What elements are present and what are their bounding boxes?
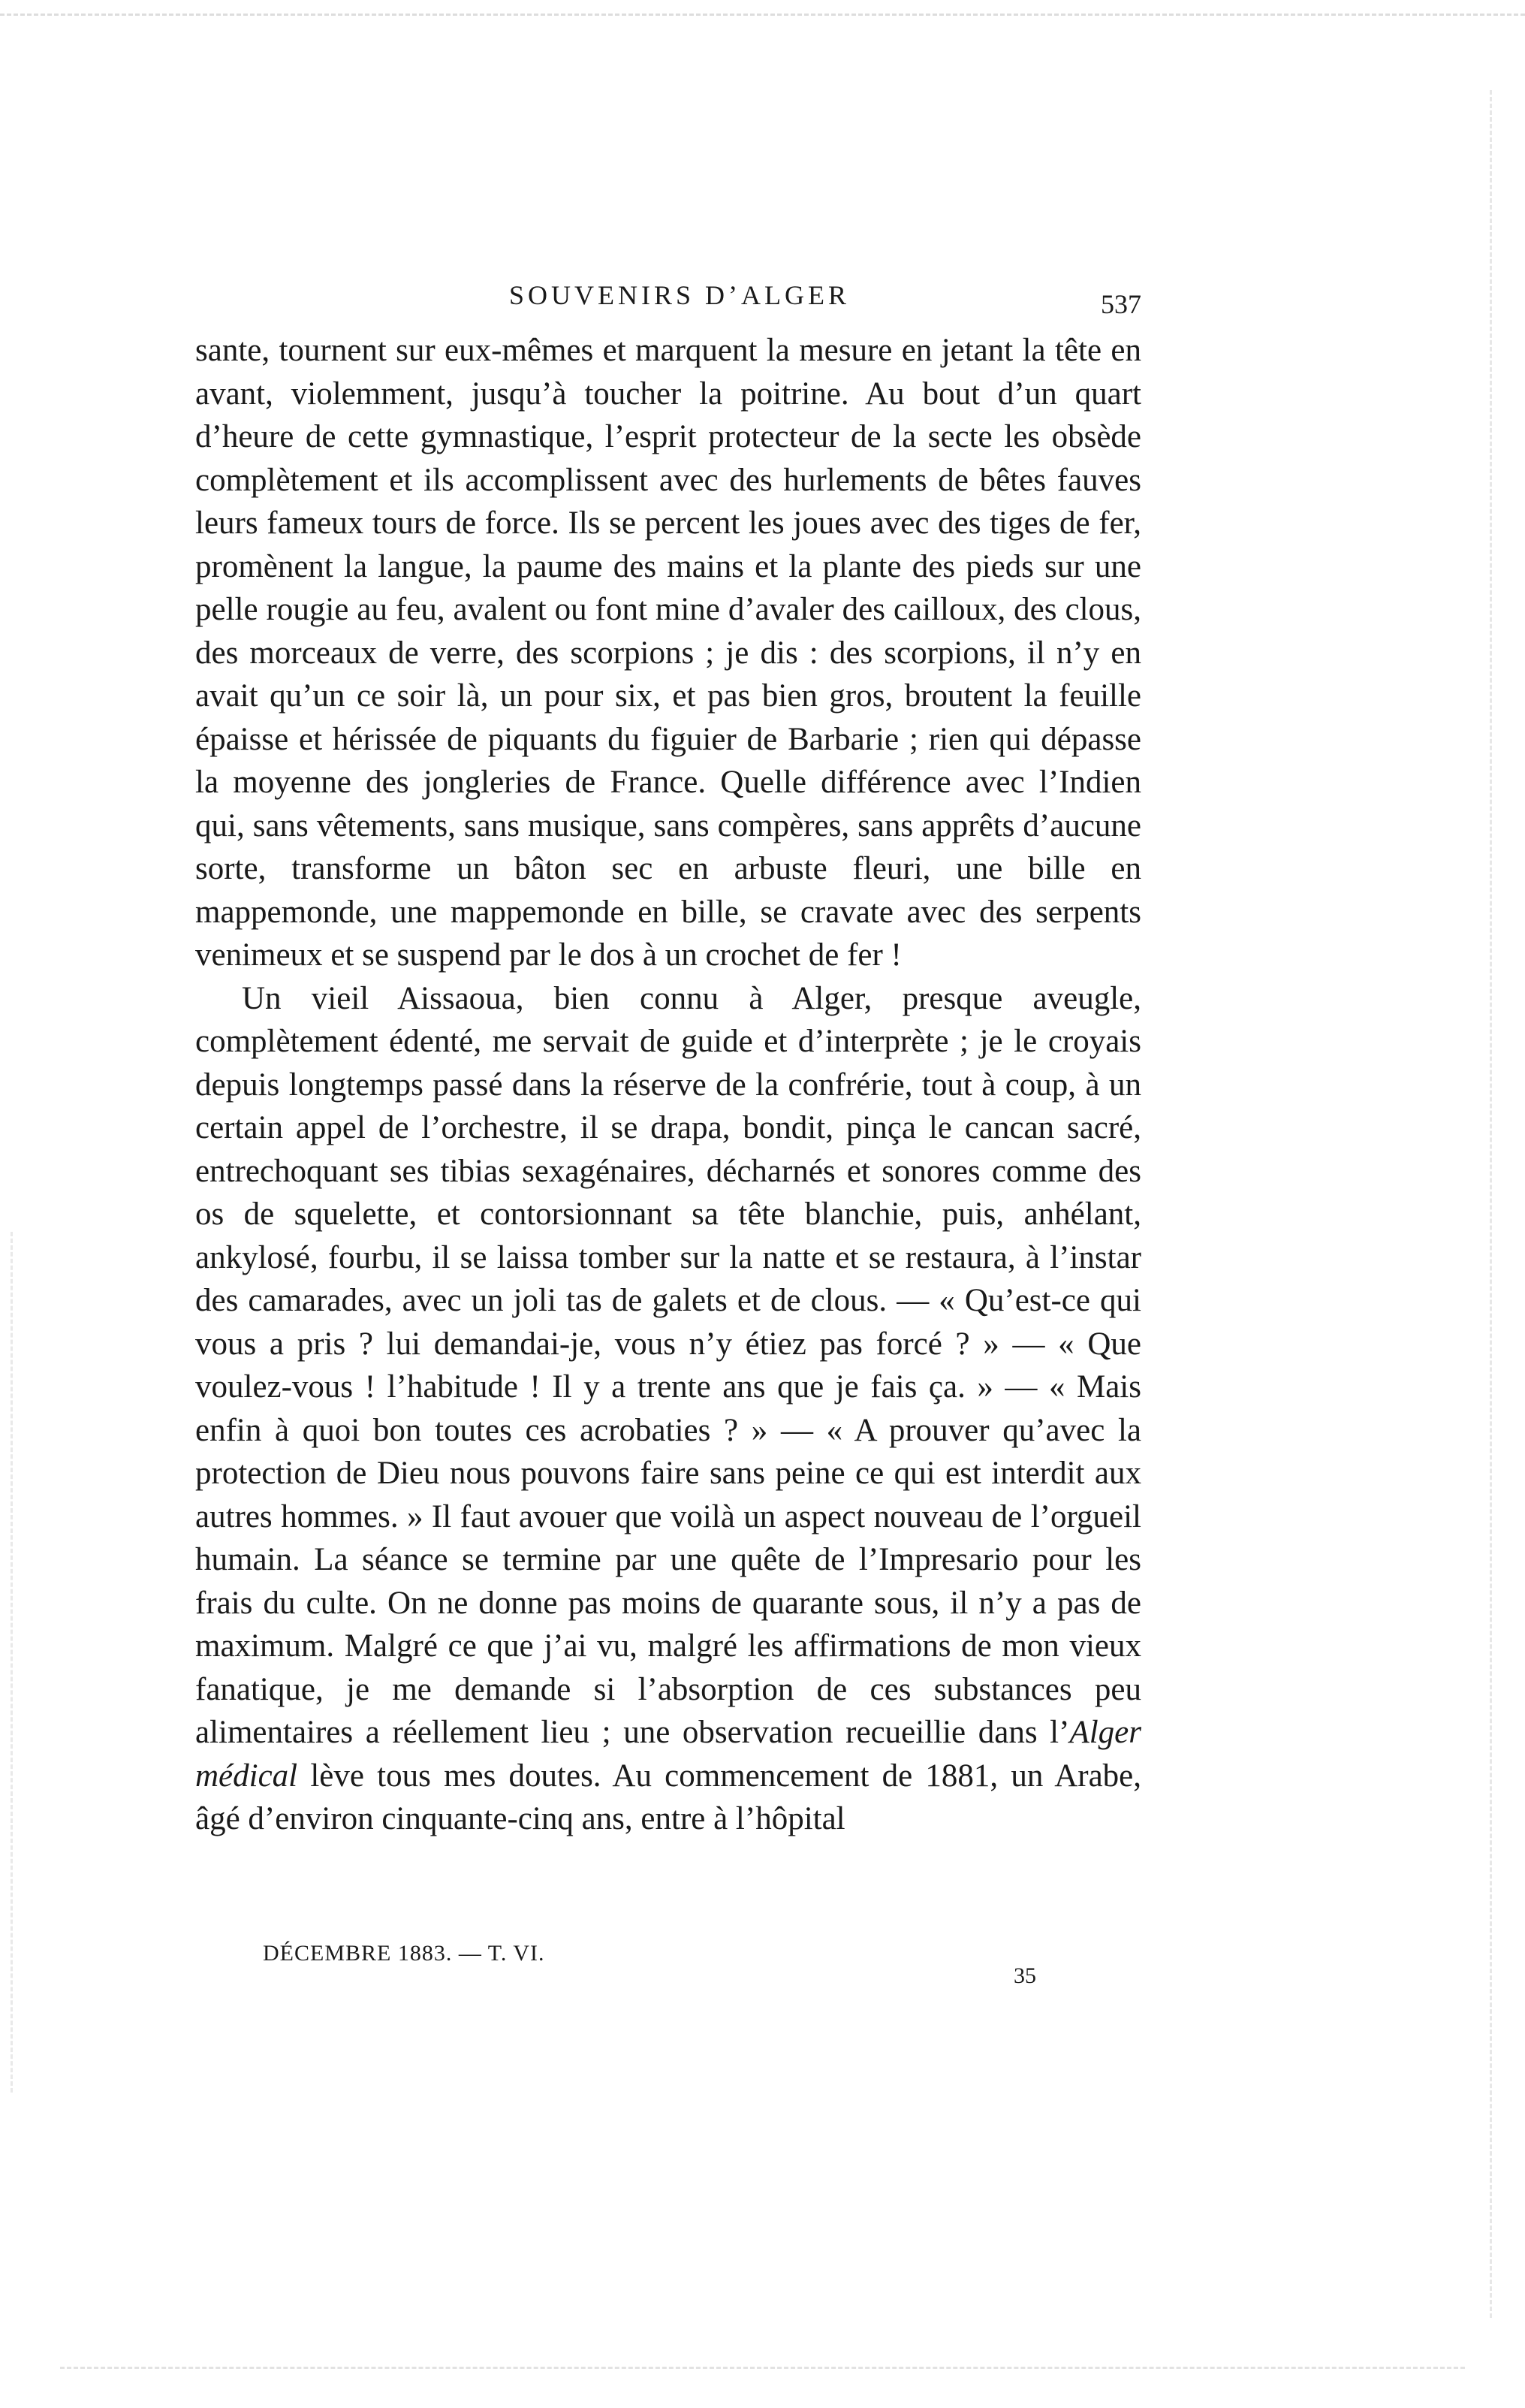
paragraph-2-text-end: lève tous mes doutes. Au commencement de 1881, un Arabe, âgé d’environ cinquante-cinq ans, entre à l’hôpital bbox=[195, 1758, 1141, 1836]
journal-title: Alger médical bbox=[195, 1715, 1141, 1794]
page-footer bbox=[263, 1941, 1036, 1986]
page-number: 537 bbox=[1101, 289, 1141, 319]
page-header bbox=[218, 279, 1141, 324]
running-title: SOUVENIRS D’ALGER bbox=[509, 280, 850, 310]
scan-edge-bottom bbox=[60, 2367, 1465, 2372]
paragraph-1: sante, tournent sur eux-mêmes et marquent la mesure en jetant la tête en avant, violemment, jusqu’à toucher la poitrine. Au bout d’un quart d’heure de cette gymnastique, l’esprit protecteur de la secte les obsède complètement et ils accomplissent avec des hurlements de bêtes fauves leurs fameux tours de force. Ils se percent les joues avec des tiges de fer, promènent la langue, la paume des mains et la plante des pieds sur une pelle rougie au feu, avalent ou font mine d’avaler des cailloux, des clous, des morceaux de verre, des scorpions ; je dis : des scorpions, il n’y en avait qu’un ce soir là, un pour six, et pas bien gros, broutent la feuille épaisse et hérissée de piquants du figuier de Barbarie ; rien qui dépasse la moyenne des jongleries de France. Quelle différence avec l’Indien qui, sans vêtements, sans musique, sans compères, sans apprêts d’aucune sorte, transforme un bâton sec en arbuste fleuri, une bille en mappemonde, une mappemonde en bille, se cravate avec des serpents venimeux et se suspend par le dos à un crochet de fer ! bbox=[195, 333, 1141, 973]
sheet-number: 35 bbox=[1014, 1963, 1036, 1988]
body-text bbox=[195, 329, 1141, 1841]
paragraph-2 bbox=[195, 977, 1141, 1841]
paragraph-2-text-start: Un vieil Aissaoua, bien connu à Alger, presque aveugle, complètement édenté, me servait de guide et d’interprète ; je le croyais depuis longtemps passé dans la réserve de la confrérie, tout à coup, à un certain appel de l’orchestre, il se drapa, bondit, pinça le cancan sacré, entrechoquant ses tibias sexagénaires, décharnés et sonores comme des os de squelette, et contorsionnant sa tête blanchie, puis, anhélant, ankylosé, fourbu, il se laissa tomber sur la natte et se restaura, à l’instar des camarades, avec un joli tas de galets et de clous. — « Qu’est-ce qui vous a pris ? lui demandai-je, vous n’y étiez pas forcé ? » — « Que voulez-vous ! l’habitude ! Il y a trente ans que je fais ça. » — « Mais enfin à quoi bon toutes ces acrobaties ? » — « A prouver qu’avec la protection de Dieu nous pouvons faire sans peine ce qui est interdit aux autres hommes. » Il faut avouer que voilà un aspect nouveau de l’orgueil humain. La séance se termine par une quête de l’Impresario pour les frais du culte. On ne donne pas moins de quarante sous, il n’y a pas de maximum. Malgré ce que j’ai vu, malgré les affirmations de mon vieux fanatique, je me demande si l’absorption de ces substances peu alimentaires a réellement lieu ; une observation recueillie dans l’ bbox=[195, 980, 1141, 1750]
scan-edge-right bbox=[1487, 90, 1492, 2318]
signature-mark: DÉCEMBRE 1883. — T. VI. bbox=[263, 1941, 545, 1966]
scan-edge-left bbox=[11, 1232, 15, 2093]
scan-edge-top bbox=[0, 0, 1525, 16]
